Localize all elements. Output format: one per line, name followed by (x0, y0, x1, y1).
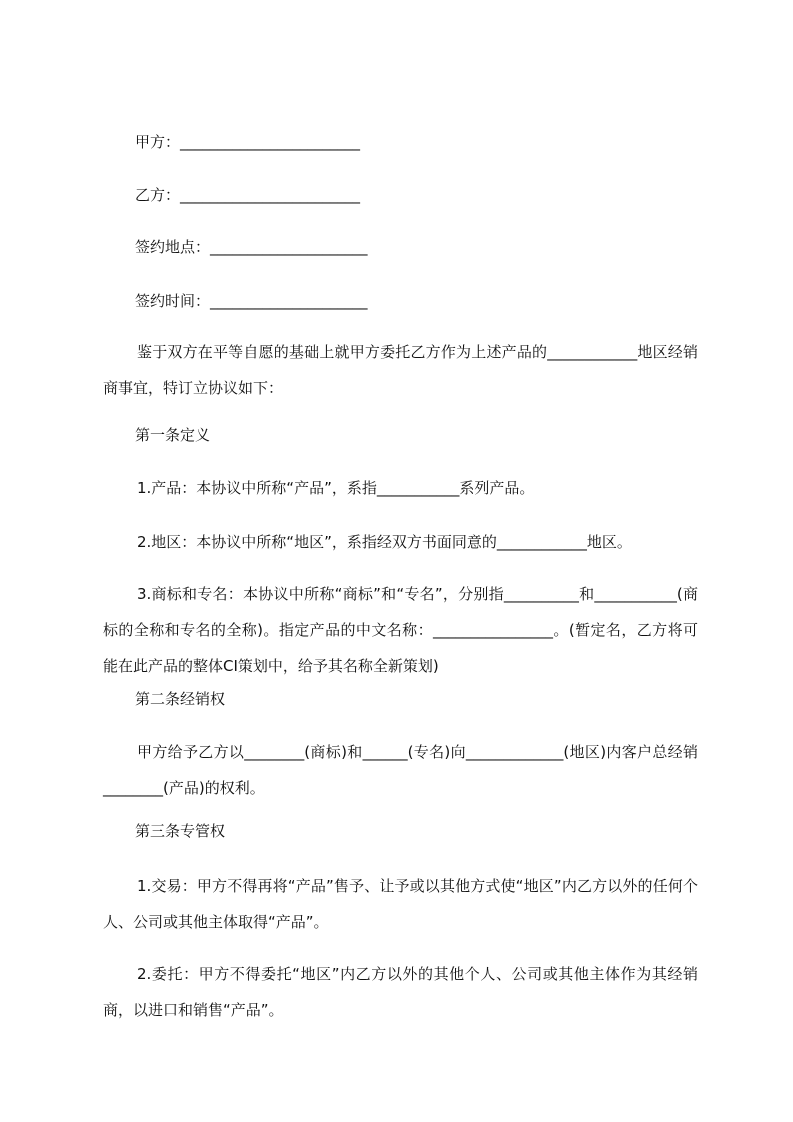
article-1-item-1: 1.产品：本协议中所称“产品”，系指___________系列产品。 (137, 479, 535, 497)
intro-paragraph: 鉴于双方在平等自愿的基础上就甲方委托乙方作为上述产品的____________地区经销商事宜，特订立协议如下： (103, 343, 698, 397)
article-2-title: 第二条经销权 (135, 690, 226, 708)
article-3-item-2: 2.委托：甲方不得委托“地区”内乙方以外的其他个人、公司或其他主体作为其经销商，以进口和销售“产品”。 (103, 965, 698, 1019)
party-b-field: 乙方：________________________ (135, 186, 361, 204)
article-2-body: 甲方给予乙方以________(商标)和______(专名)向_____________(地区)内客户总经销________(产品)的权利。 (103, 743, 698, 797)
article-1-item-3: 3.商标和专名：本协议中所称“商标”和“专名”，分别指__________和___________(商标的全称和专名的全称)。指定产品的中文名称：________________。(暂定名，乙方将可能在此产品的整体CI策划中，给予其名称全新策划) (103, 585, 698, 675)
article-1-title: 第一条定义 (135, 426, 211, 444)
party-a-field: 甲方：________________________ (135, 133, 361, 151)
sign-place-field: 签约地点：_____________________ (135, 238, 368, 256)
article-3-item-1: 1.交易：甲方不得再将“产品”售予、让予或以其他方式使“地区”内乙方以外的任何个人、公司或其他主体取得“产品”。 (103, 877, 698, 931)
article-3-title: 第三条专管权 (135, 822, 226, 840)
sign-time-field: 签约时间：_____________________ (135, 292, 368, 310)
article-1-item-2: 2.地区：本协议中所称“地区”，系指经双方书面同意的____________地区。 (137, 533, 632, 551)
